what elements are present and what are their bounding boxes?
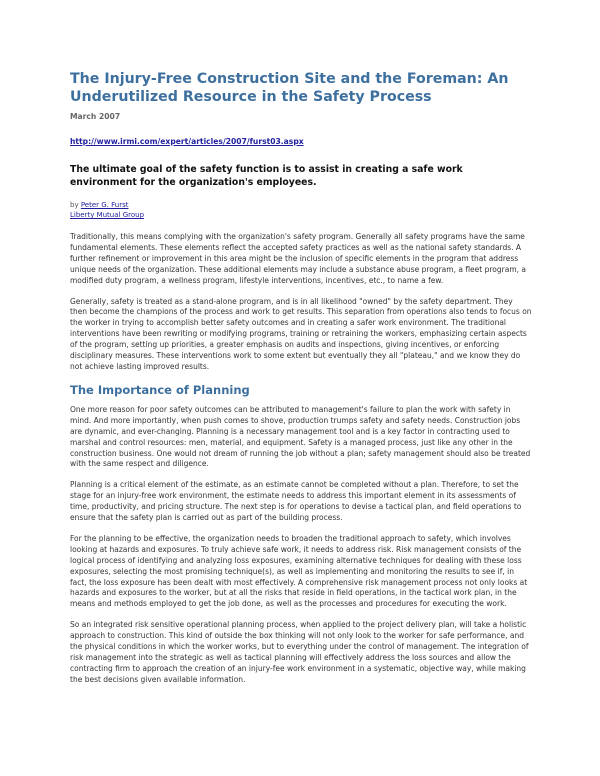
company-link[interactable]: Liberty Mutual Group — [70, 211, 145, 219]
article-lede: The ultimate goal of the safety function is to assist in creating a safe work environment for the organization's employees. — [70, 164, 463, 188]
article-date: March 2007 — [70, 112, 121, 121]
section-heading-planning: The Importance of Planning — [70, 382, 250, 397]
article-title: The Injury-Free Construction Site and the Foreman: An Underutilized Resource in the Safety Process — [70, 71, 509, 105]
byline-prefix: by — [70, 201, 79, 209]
body-paragraph-1: Traditionally, this means complying with the organization's safety program. Generally all safety programs have the same fundamental elements. These elements reflect the accepted safety practices as well as the national safety standards. A further refinement or improvement in this area might be the inclusion of specific elements in the program that address unique needs of the organization. These additional elements may include a substance abuse program, a fleet program, a modified duty program, a wellness program, lifestyle interventions, incentives, etc., to name a few. — [70, 232, 526, 285]
body-paragraph-4: Planning is a critical element of the estimate, as an estimate cannot be completed without a plan. Therefore, to set the stage for an injury-free work environment, the estimate needs to address this important element in its assessments of time, productivity, and pricing structure. The next step is for operations to devise a tactical plan, and field operations to ensure that the safety plan is carried out as part of the building process. — [70, 480, 522, 523]
article-url-link[interactable]: http://www.irmi.com/expert/articles/2007/furst03.aspx — [70, 137, 304, 146]
body-paragraph-6: So an integrated risk sensitive operational planning process, when applied to the project delivery plan, will take a holistic approach to construction. This kind of outside the box thinking will not only look to the worker for safe performance, and the physical conditions in which the worker works, but to everything under the control of management. The integration of risk management into the strategic as well as tactical planning will effectively address the loss sources and allow the contracting firm to approach the creation of an injury-fee work environment in a systematic, objective way, while making the best decisions given available information. — [70, 620, 529, 684]
body-paragraph-3: One more reason for poor safety outcomes can be attributed to management's failure to plan the work with safety in mind. And more importantly, when push comes to shove, production trumps safety and safety needs. Construction jobs are dynamic, and ever-changing. Planning is a necessary management tool and is a key factor in contracting used to marshal and control resources: men, material, and equipment. Safety is a managed process, just like any other in the construction business. One would not dream of running the job without a plan; safety management should also be treated with the same respect and diligence. — [70, 404, 531, 469]
body-paragraph-5: For the planning to be effective, the organization needs to broaden the traditional approach to safety, which involves looking at hazards and exposures. To truly achieve safe work, it needs to address risk. Risk management consists of the logical process of identifying and analyzing loss exposures, examining alternative techniques for dealing with these loss exposures, selecting the most promising technique(s), as well as implementing and monitoring the results to see if, in fact, the loss exposure has been dealt with most effectively. A comprehensive risk management process not only looks at hazards and exposures to the worker, but at all the risks that reside in field operations, in the tactical work plan, in the means and methods employed to get the job done, as well as the processes and procedures for executing the work. — [70, 533, 528, 609]
byline — [70, 200, 532, 220]
article — [70, 70, 532, 696]
body-paragraph-2: Generally, safety is treated as a stand-alone program, and is in all likelihood "owned" by the safety department. They then become the champions of the process and work to get results. This separation from operations also tends to focus on the worker in trying to accomplish better safety outcomes and in creating a safer work environment. The traditional interventions have been rewriting or modifying programs, training or retraining the workers, emphasizing certain aspects of the program, setting up priorities, a greater emphasis on audits and inspections, giving incentives, or enforcing disciplinary measures. These interventions work to some extent but eventually they all "plateau," and we know they do not achieve lasting improved results. — [70, 296, 532, 371]
author-link[interactable]: Peter G. Furst — [80, 201, 129, 209]
